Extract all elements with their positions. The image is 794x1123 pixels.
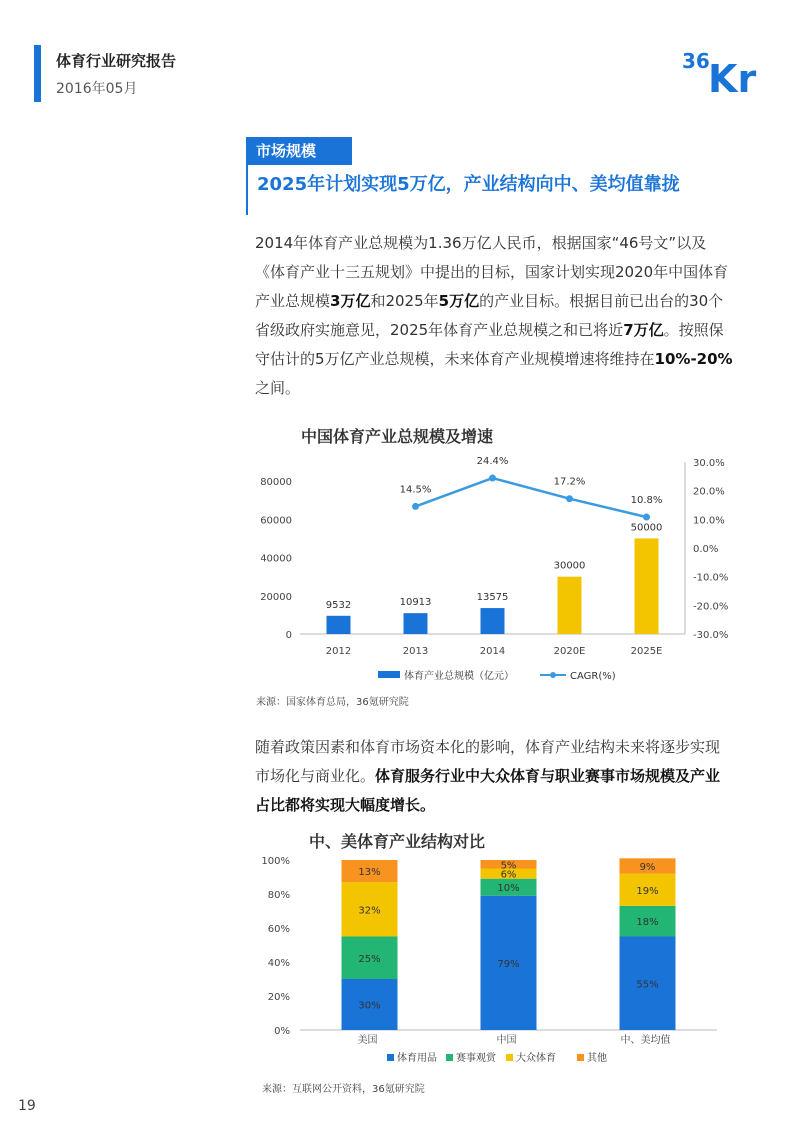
chart2-x-tick-label: 中国 [496, 1035, 517, 1046]
chart2-title: 中、美体育产业结构对比 [308, 832, 485, 851]
36kr-logo [682, 42, 772, 98]
chart1-cagr-point [566, 495, 573, 502]
chart2-legend-label: 赛事观赏 [456, 1053, 496, 1064]
chart2-structure-comparison [240, 850, 740, 1075]
chart2-y-tick-label: 80% [267, 890, 290, 901]
chart1-y-tick-label: 60000 [260, 515, 292, 527]
chart1-legend-line-marker [550, 672, 556, 678]
chart1-y-tick-label: 40000 [260, 553, 292, 565]
chart2-y-tick-label: 40% [267, 958, 290, 969]
chart1-bar [404, 613, 428, 634]
chart1-legend-line-label: CAGR(%) [570, 671, 616, 682]
chart1-x-tick-label: 2025E [630, 646, 663, 657]
header-accent-bar [34, 45, 41, 102]
para1-bold-1: 3万亿 [330, 292, 371, 310]
chart1-x-tick-label: 2013 [402, 646, 429, 657]
chart2-segment-label: 30% [358, 1000, 381, 1012]
chart1-y2-tick-label: 10.0% [693, 515, 725, 527]
chart1-legend-bar-label: 体育产业总规模（亿元） [404, 671, 514, 682]
para2-text-1: 随着政策因素和体育市场资本化的影响，体育产业结构未来将逐步实现市场化与商业化。 [255, 738, 721, 785]
chart1-cagr-point [643, 514, 650, 521]
section-tag: 市场规模 [246, 137, 352, 165]
chart2-segment-label: 79% [497, 958, 520, 970]
chart2-legend-swatch [446, 1054, 453, 1061]
chart2-segment-label: 25% [358, 953, 381, 965]
para1-text-5: 之间。 [255, 379, 301, 397]
chart1-cagr-label: 10.8% [630, 495, 663, 507]
intro-paragraph [255, 229, 733, 403]
para1-text-2: 和2025年 [370, 292, 439, 310]
logo-text-kr: Kr [708, 57, 757, 98]
chart1-bar [327, 616, 351, 634]
chart1-source: 来源：国家体育总局，36氪研究院 [256, 697, 409, 708]
chart2-y-tick-label: 60% [267, 924, 290, 935]
chart1-cagr-point [412, 503, 419, 510]
chart1-y2-tick-label: 0.0% [693, 544, 719, 555]
para1-text-4: 。按照保守估计的5万亿产业总规模，未来体育产业规模增速将维持在 [255, 321, 724, 368]
chart1-y-tick-label: 80000 [260, 477, 292, 489]
chart2-x-tick-label: 中、美均值 [620, 1035, 671, 1046]
chart1-bar-value-label: 30000 [553, 560, 586, 572]
chart1-bar-value-label: 10913 [399, 597, 432, 609]
chart1-cagr-label: 17.2% [553, 476, 586, 488]
chart1-y2-tick-label: -30.0% [693, 630, 729, 641]
chart2-legend-swatch [506, 1054, 513, 1061]
chart1-y-tick-label: 20000 [260, 591, 292, 603]
chart1-bar-value-label: 9532 [325, 599, 352, 611]
page-number: 19 [18, 1098, 36, 1114]
chart1-y2-tick-label: -10.0% [693, 572, 729, 584]
section-title: 2025年计划实现5万亿，产业结构向中、美均值靠拢 [257, 174, 680, 195]
chart2-legend-label: 大众体育 [516, 1053, 556, 1064]
chart1-y-tick-label: 0 [285, 630, 292, 641]
para1-text-3: 的产业目标。根据目前已出台的30个省级政府实施意见，2025年体育产业总规模之和已将近 [255, 292, 724, 339]
chart2-segment-label: 18% [636, 917, 659, 929]
chart1-y2-tick-label: 30.0% [693, 458, 725, 469]
chart2-legend-swatch [387, 1054, 394, 1061]
chart1-legend-bar-swatch [378, 671, 400, 678]
chart2-x-tick-label: 美国 [357, 1035, 378, 1046]
chart1-title: 中国体育产业总规模及增速 [300, 427, 493, 446]
chart2-segment-label: 9% [639, 861, 656, 873]
para2-bold-1: 体育服务行业中大众体育与职业赛事市场规模及产业占比都将实现大幅度增长。 [255, 767, 721, 814]
para1-bold-3: 7万亿 [623, 321, 664, 339]
chart2-segment-label: 19% [636, 885, 659, 897]
chart1-bar [481, 608, 505, 634]
chart2-y-tick-label: 20% [267, 992, 290, 1003]
chart2-source: 来源：互联网公开资料，36氪研究院 [262, 1084, 425, 1095]
chart2-legend-label: 体育用品 [397, 1053, 437, 1064]
chart1-cagr-line [416, 478, 647, 517]
chart1-cagr-label: 24.4% [476, 456, 509, 468]
chart1-bar-value-label: 13575 [476, 592, 509, 604]
chart1-x-tick-label: 2012 [325, 646, 352, 657]
chart2-segment-label: 5% [500, 860, 517, 872]
chart1-bar [558, 577, 582, 634]
chart1-bar [635, 538, 659, 634]
logo-text-36: 36 [682, 49, 710, 73]
chart2-y-tick-label: 0% [274, 1026, 290, 1037]
para1-bold-4: 10%-20% [654, 350, 733, 368]
report-date: 2016年05月 [56, 81, 138, 97]
para1-bold-2: 5万亿 [438, 292, 480, 310]
chart1-industry-scale [240, 450, 740, 690]
chart1-y2-tick-label: 20.0% [693, 486, 725, 498]
chart1-x-tick-label: 2014 [479, 646, 506, 657]
chart1-y2-tick-label: -20.0% [693, 601, 729, 613]
chart2-legend-label: 其他 [587, 1053, 607, 1064]
chart2-segment-label: 13% [358, 867, 381, 879]
chart1-cagr-label: 14.5% [399, 484, 432, 496]
chart1-bar-value-label: 50000 [630, 522, 663, 534]
section-divider [246, 165, 248, 215]
para1-text-1: 2014年体育产业总规模为1.36万亿人民币，根据国家“46号文”以及《体育产业十三五规划》中提出的目标，国家计划实现2020年中国体育产业总规模 [255, 234, 729, 310]
chart2-segment-label: 55% [636, 979, 659, 991]
chart1-cagr-point [489, 475, 496, 482]
chart2-segment-label: 32% [358, 905, 381, 917]
chart2-y-tick-label: 100% [261, 856, 290, 867]
structure-paragraph [255, 733, 733, 820]
report-title: 体育行业研究报告 [56, 52, 177, 70]
chart2-legend-swatch [577, 1054, 584, 1061]
chart2-segment-label: 6% [500, 869, 517, 881]
chart1-x-tick-label: 2020E [553, 646, 586, 657]
chart2-segment-label: 10% [497, 883, 520, 895]
